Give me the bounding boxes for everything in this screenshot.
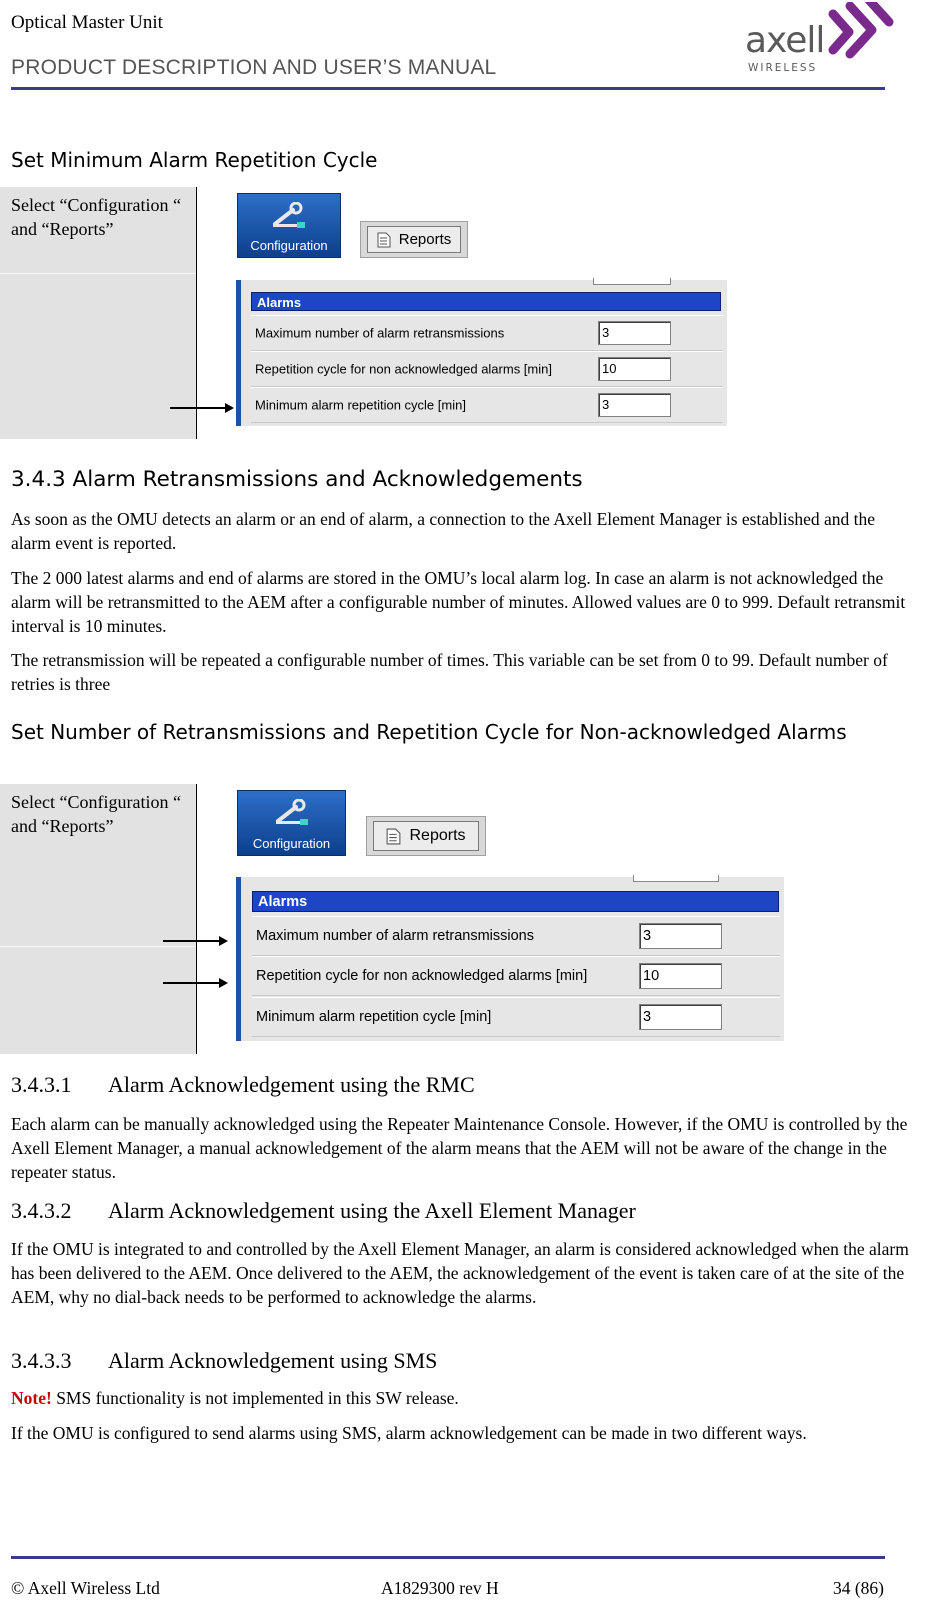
alarm-row-label: Maximum number of alarm retransmissions [256,928,534,944]
subsection-heading-3-4-3-1 [11,1072,475,1098]
instruction-cell-divider [0,273,196,274]
paragraph: Each alarm can be manually acknowledged using the Repeater Maintenance Console. However, if the OMU is controlled by the Axell Element Manager, a manual acknowledgement of the alarm means that the AEM will not be aware of the change in the repeater status. [11,1114,908,1182]
footer-doc-id: A1829300 rev H [381,1578,499,1598]
footer-page-number: 34 (86) [832,1578,884,1598]
header-rule [11,87,885,90]
panel-top-field [633,875,719,882]
paragraph: If the OMU is integrated to and controlled by the Axell Element Manager, an alarm is considered acknowledged when the alarm has been delivered to the AEM. Once delivered to the AEM, the acknowledgement of the event is taken care of at the site of the AEM, why no dial-back needs to be performed to acknowledge the alarms. [11,1239,909,1307]
subsection-number: 3.4.3.2 [11,1198,72,1223]
subsection-number: 3.4.3.1 [11,1072,72,1097]
alarm-row-label: Repetition cycle for non acknowledged alarms [min] [255,361,552,377]
subsection-heading-3-4-3-2 [11,1198,636,1224]
paragraph: The 2 000 latest alarms and end of alarms are stored in the OMU’s local alarm log. In case an alarm is not acknowledged the alarm will be retransmitted to the AEM after a configurable number of minutes. Allowed values are 0 to 999. Default retransmit interval is 10 minutes. [11,568,906,636]
alarm-row-min-repetition [251,387,723,423]
subsection-title: Alarm Acknowledgement using the Axell Element Manager [108,1198,636,1223]
alarm-row-label: Minimum alarm repetition cycle [min] [256,1009,492,1025]
alarms-panel-title: Alarms [252,891,779,912]
reports-label: Reports [409,827,466,844]
note-paragraph [11,1386,911,1410]
subsection-title: Alarm Acknowledgement using SMS [108,1348,438,1373]
alarm-row-repetition-cycle [252,956,780,996]
alarm-row-max-retransmissions [252,916,780,956]
repetition-cycle-input[interactable]: 10 [639,963,722,989]
subsection-number: 3.4.3.3 [11,1348,72,1373]
header-subtitle: PRODUCT DESCRIPTION AND USER’S MANUAL [11,56,497,79]
header-title: Optical Master Unit [11,12,163,33]
alarms-panel [236,280,727,426]
section-heading-min-repetition: Set Minimum Alarm Repetition Cycle [11,148,378,172]
configuration-button[interactable] [237,790,346,856]
min-repetition-input[interactable]: 3 [598,393,671,417]
alarms-panel [236,877,784,1041]
pointer-arrow [163,940,226,942]
paragraph: As soon as the OMU detects an alarm or an end of alarm, a connection to the Axell Element Manager is established and the alarm event is reported. [11,509,876,553]
axell-logo [745,2,895,78]
note-label: Note! [11,1388,52,1408]
alarm-row-repetition-cycle [251,351,723,387]
max-retransmissions-input[interactable]: 3 [639,923,722,949]
wrench-icon [272,799,312,829]
alarm-row-label: Maximum number of alarm retransmissions [255,325,505,341]
instruction-text: Select “Configuration “ and “Reports” [11,792,181,836]
subsection-title: Alarm Acknowledgement using the RMC [108,1072,475,1097]
alarm-row-label: Minimum alarm repetition cycle [min] [255,397,466,413]
configuration-label: Configuration [250,238,328,253]
section-heading-3-4-3: 3.4.3 Alarm Retransmissions and Acknowledgements [11,467,583,492]
configuration-label: Configuration [252,836,331,851]
reports-button[interactable] [366,816,486,856]
paragraph: The retransmission will be repeated a configurable number of times. This variable can be set from 0 to 99. Default number of retries is three [11,650,888,694]
section-heading-retransmissions: Set Number of Retransmissions and Repetition Cycle for Non-acknowledged Alarms [11,720,847,744]
min-repetition-input[interactable]: 3 [639,1004,722,1030]
panel-top-field [593,278,671,285]
reports-label: Reports [398,231,452,248]
repetition-cycle-input[interactable]: 10 [598,357,671,381]
logo-text: axell [745,20,825,61]
instruction-cell-divider [0,946,196,947]
alarms-panel-title: Alarms [251,292,721,311]
max-retransmissions-input[interactable]: 3 [598,321,671,345]
note-text: SMS functionality is not implemented in this SW release. [51,1388,459,1408]
wrench-icon [269,202,309,232]
configuration-button[interactable] [237,193,341,258]
alarm-row-max-retransmissions [251,315,723,351]
pointer-arrow [163,982,226,984]
subsection-heading-3-4-3-3 [11,1348,437,1374]
footer-copyright: © Axell Wireless Ltd [11,1578,160,1598]
instruction-text: Select “Configuration “ and “Reports” [11,195,181,239]
alarm-row-label: Repetition cycle for non acknowledged alarms [min] [256,968,588,984]
logo-subtext: WIRELESS [748,62,818,74]
pointer-arrow [170,407,232,409]
footer-rule [11,1556,885,1559]
paragraph: If the OMU is configured to send alarms using SMS, alarm acknowledgement can be made in two different ways. [11,1423,807,1443]
alarm-row-min-repetition [252,997,780,1037]
reports-button[interactable] [360,221,468,258]
document-icon [377,232,391,248]
document-icon [386,828,401,845]
